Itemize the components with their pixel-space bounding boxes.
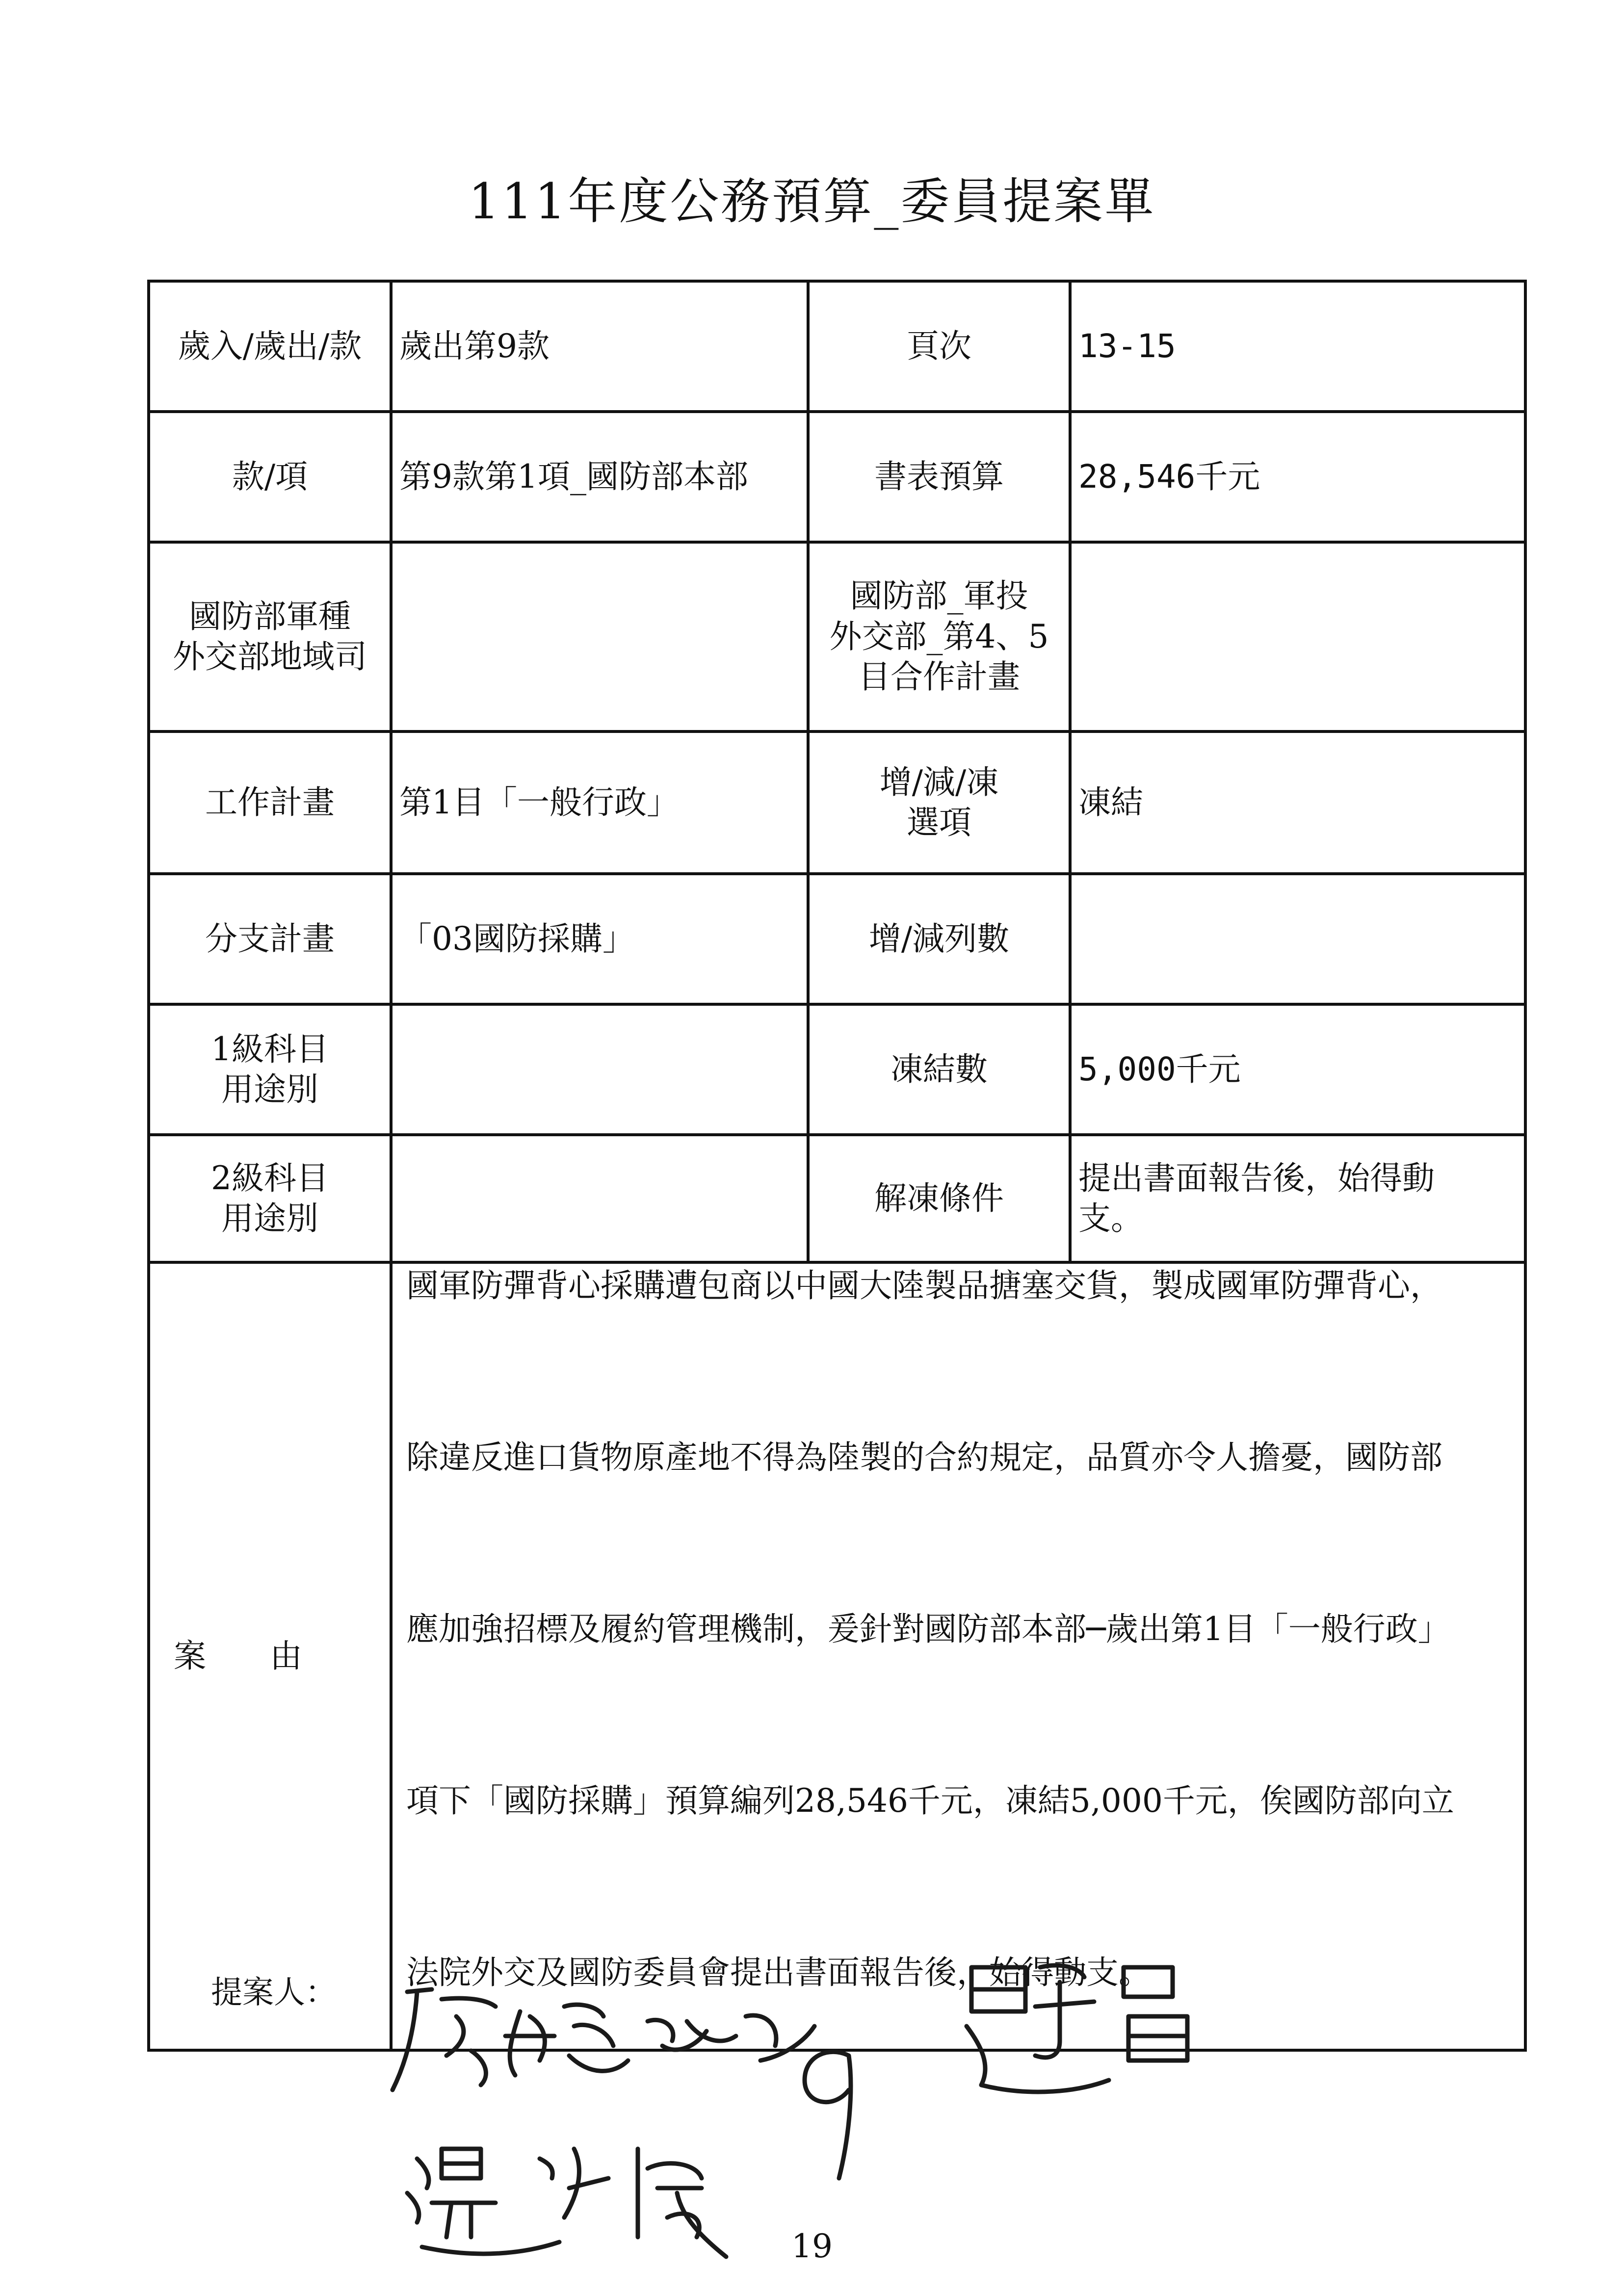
reason-line: 除違反進口貨物原產地不得為陸製的合約規定，品質亦令人擔憂，國防部 bbox=[406, 1438, 1442, 1476]
value-line: 提出書面報告後，始得動 bbox=[1078, 1159, 1435, 1197]
proposer-label: 提案人： bbox=[211, 1975, 337, 2011]
value-cell: 凍結 bbox=[1070, 731, 1525, 874]
value-cell: 5,000千元 bbox=[1070, 1004, 1525, 1135]
signature-3 bbox=[967, 1965, 1187, 2092]
reason-line: 國軍防彈背心採購遭包商以中國大陸製品搪塞交貨，製成國軍防彈背心， bbox=[406, 1267, 1442, 1305]
label-line: 外交部_第4、5 bbox=[829, 617, 1049, 655]
label-line: 用途別 bbox=[221, 1070, 318, 1108]
label-line: 增/減/凍 bbox=[879, 763, 999, 801]
reason-line: 應加強招標及履約管理機制，爰針對國防部本部─歲出第1目「一般行政」 bbox=[406, 1610, 1450, 1648]
value-cell: 28,546千元 bbox=[1070, 412, 1525, 542]
page-number: 19 bbox=[791, 2227, 833, 2265]
label-line: 目合作計畫 bbox=[858, 658, 1020, 696]
value-cell: 歲出第9款 bbox=[391, 281, 808, 412]
label-line: 國防部_軍投 bbox=[850, 577, 1028, 615]
reason-line: 法院外交及國防委員會提出書面報告後，始得動支。 bbox=[406, 1954, 1151, 1991]
value-line: 支。 bbox=[1078, 1200, 1143, 1237]
label-cell: 工作計畫 bbox=[149, 731, 391, 874]
label-cell: 書表預算 bbox=[808, 412, 1070, 542]
value-cell: 第1目「一般行政」 bbox=[391, 731, 808, 874]
value-cell: 「03國防採購」 bbox=[391, 874, 808, 1004]
value-cell: 第9款第1項_國防部本部 bbox=[391, 412, 808, 542]
label-line: 用途別 bbox=[221, 1200, 318, 1237]
label-line: 國防部軍種 bbox=[189, 597, 351, 635]
label-cell: 增/減列數 bbox=[808, 874, 1070, 1004]
page-title: 111年度公務預算_委員提案單 bbox=[468, 173, 1156, 230]
value-cell: 13-15 bbox=[1070, 281, 1525, 412]
label-line: 1級科目 bbox=[211, 1030, 329, 1068]
label-cell: 分支計畫 bbox=[149, 874, 391, 1004]
label-line: 2級科目 bbox=[211, 1159, 329, 1197]
label-line: 外交部地域司 bbox=[173, 638, 367, 676]
reason-line: 項下「國防採購」預算編列28,546千元，凍結5,000千元，俟國防部向立 bbox=[406, 1782, 1454, 1820]
label-cell: 凍結數 bbox=[808, 1004, 1070, 1135]
signature-number-9 bbox=[805, 2052, 851, 2178]
signature-1 bbox=[393, 1989, 814, 2090]
label-cell: 解凍條件 bbox=[808, 1135, 1070, 1262]
label-cell: 款/項 bbox=[149, 412, 391, 542]
label-cell: 頁次 bbox=[808, 281, 1070, 412]
reason-label: 案由 bbox=[149, 1262, 391, 2050]
label-cell: 歲入/歲出/款 bbox=[149, 281, 391, 412]
label-line: 選項 bbox=[907, 804, 971, 841]
